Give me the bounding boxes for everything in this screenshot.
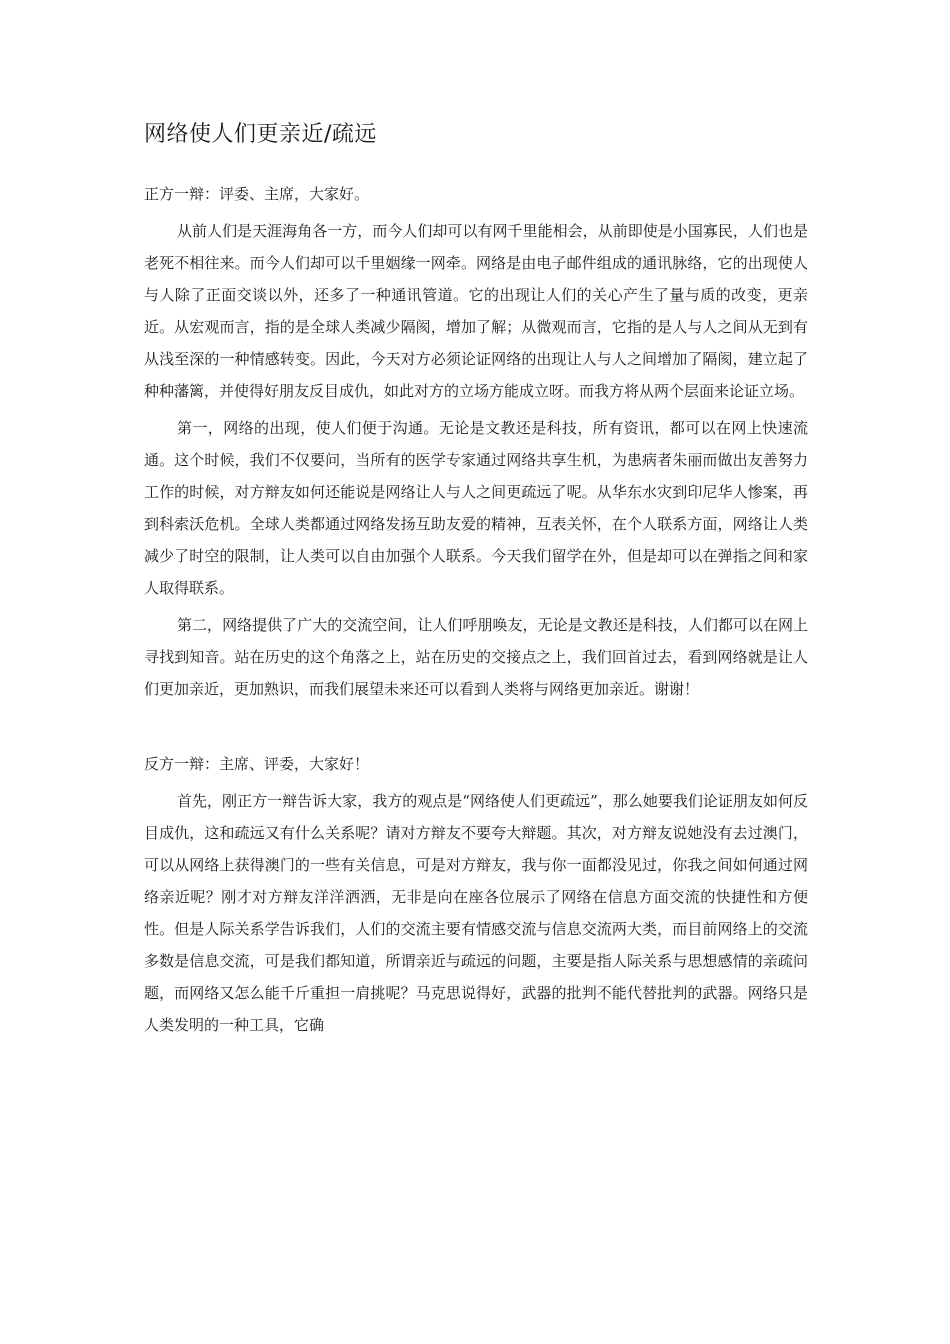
paragraph: 从前人们是天涯海角各一方，而今人们却可以有网千里能相会，从前即使是小国寡民，人们也是老死不相往来。而今人们却可以千里姻缘一网牵。网络是由电子邮件组成的通讯脉络，它的出现使人与人除了正面交谈以外，还多了一种通讯管道。它的出现让人们的关心产生了量与质的改变，更亲近。从宏观而言，指的是全球人类减少隔阂，增加了解；从微观而言，它指的是人与人之间从无到有从浅至深的一种情感转变。因此，今天对方必须论证网络的出现让人与人之间增加了隔阂，建立起了种种藩篱，并使得好朋友反目成仇，如此对方的立场方能成立呀。而我方将从两个层面来论证立场。 [144,222,808,400]
section-spacer [144,710,808,748]
paragraph: 首先，刚正方一辩告诉大家，我方的观点是“网络使人们更疏远”，那么她要我们论证朋友如何反目成仇，这和疏远又有什么关系呢？请对方辩友不要夸大辩题。其次，对方辩友说她没有去过澳门，可以从网络上获得澳门的一些有关信息，可是对方辩友，我与你一面都没见过，你我之间如何通过网络亲近呢？刚才对方辩友洋洋洒洒，无非是向在座各位展示了网络在信息方面交流的快捷性和方便性。但是人际关系学告诉我们，人们的交流主要有情感交流与信息交流两大类，而目前网络上的交流多数是信息交流，可是我们都知道，所谓亲近与疏远的问题，主要是指人际关系与思想感情的亲疏问题，而网络又怎么能千斤重担一肩挑呢？马克思说得好，武器的批判不能代替批判的武器。网络只是人类发明的一种工具，它确 [144,792,808,1034]
document-body [144,118,808,1046]
paragraph: 第二，网络提供了广大的交流空间，让人们呼朋唤友，无论是文教还是科技，人们都可以在网上寻找到知音。站在历史的这个角落之上，站在历史的交接点之上，我们回首过去，看到网络就是让人们更加亲近，更加熟识，而我们展望未来还可以看到人类将与网络更加亲近。谢谢！ [144,616,808,698]
section-negative-first-speaker [144,748,808,1041]
speaker-heading: 正方一辩：评委、主席，大家好。 [144,185,370,203]
section-affirmative-first-speaker [144,178,808,705]
paragraph: 第一，网络的出现，使人们便于沟通。无论是文教还是科技，所有资讯，都可以在网上快速流通。这个时候，我们不仅要问，当所有的医学专家通过网络共享生机，为患病者朱丽而做出友善努力工作的时候，对方辩友如何还能说是网络让人与人之间更疏远了呢。从华东水灾到印尼华人惨案，再到科索沃危机。全球人类都通过网络发扬互助友爱的精神，互表关怀，在个人联系方面，网络让人类减少了时空的限制，让人类可以自由加强个人联系。今天我们留学在外，但是却可以在弹指之间和家人取得联系。 [144,419,808,597]
document-title: 网络使人们更亲近/疏远 [144,122,377,147]
speaker-heading: 反方一辩：主席、评委，大家好！ [144,755,370,773]
